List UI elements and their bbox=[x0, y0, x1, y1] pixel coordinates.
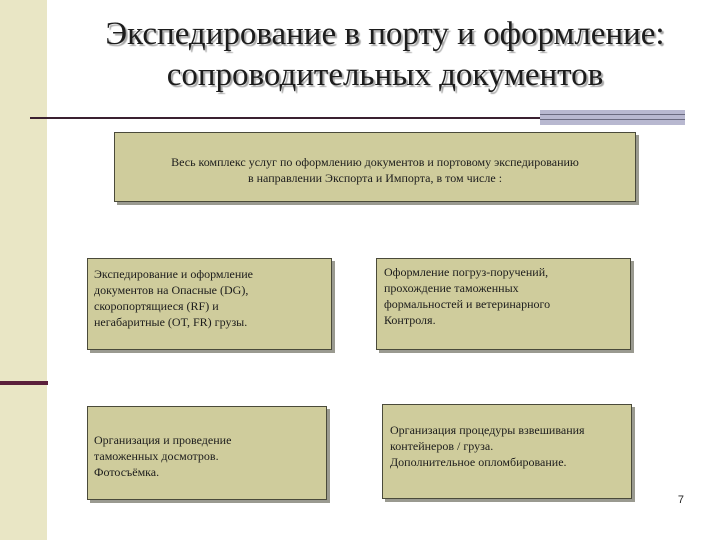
left-decorative-band bbox=[0, 0, 47, 540]
service-line: контейнеров / груза. bbox=[390, 439, 494, 453]
service-line: формальностей и ветеринарного bbox=[384, 297, 551, 311]
service-line: Оформление погруз-поручений, bbox=[384, 265, 549, 279]
service-line: документов на Опасные (DG), bbox=[94, 283, 249, 297]
service-line: Экспедирование и оформление bbox=[94, 267, 253, 281]
left-accent-bar bbox=[0, 381, 48, 385]
intro-box bbox=[114, 132, 636, 202]
service-line: скоропортящиеся (RF) и bbox=[94, 299, 219, 313]
intro-line-2: в направлении Экспорта и Импорта, в том числе : bbox=[247, 171, 503, 185]
title-divider bbox=[30, 117, 540, 119]
service-box-dangerous-goods bbox=[87, 258, 332, 350]
divider-accent-block bbox=[540, 110, 685, 125]
service-box-weighing-sealing bbox=[382, 404, 632, 499]
service-line: Контроля. bbox=[384, 313, 436, 327]
service-box-customs-formalities bbox=[376, 258, 631, 350]
service-box-customs-inspection bbox=[87, 406, 327, 500]
title-line-1: Экспедирование в порту и оформление: bbox=[105, 16, 665, 52]
intro-line-1: Весь комплекс услуг по оформлению документов и портовому экспедированию bbox=[171, 155, 579, 169]
service-line: Фотосъёмка. bbox=[94, 465, 160, 479]
service-line: Дополнительное опломбирование. bbox=[390, 455, 567, 469]
title-line-2: сопроводительных документов bbox=[166, 57, 604, 93]
service-line: негабаритные (OT, FR) грузы. bbox=[94, 315, 248, 329]
service-line: таможенных досмотров. bbox=[94, 449, 219, 463]
service-line: Организация процедуры взвешивания bbox=[390, 423, 585, 437]
slide-title bbox=[60, 14, 710, 96]
service-line: Организация и проведение bbox=[94, 433, 232, 447]
service-line: прохождение таможенных bbox=[384, 281, 519, 295]
page-number: 7 bbox=[677, 494, 684, 506]
